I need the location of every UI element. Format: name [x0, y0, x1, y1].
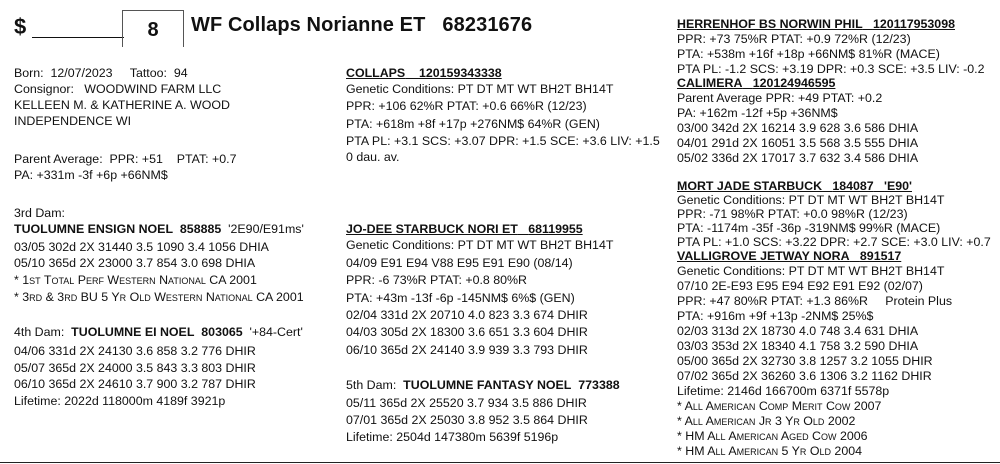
dam5-lifetime: Lifetime: 2504d 147380m 5639f 5196p — [346, 430, 559, 444]
dam5-name: TUOLUMNE FANTASY NOEL — [403, 378, 572, 392]
paternal-grandsire-title — [677, 17, 955, 33]
price-symbol: $ — [14, 14, 27, 39]
paternal-granddam-name: CALIMERA — [677, 76, 743, 90]
sire-name: COLLAPS — [346, 66, 406, 80]
maternal-grandsire-reg: 184087 — [832, 179, 874, 193]
dam-line: 02/04 331d 2X 20710 4.0 823 3.3 674 DHIR — [346, 308, 588, 322]
maternal-granddam-title — [677, 249, 901, 265]
dam3-honor: * 1st Total Perf Western National CA 2001 — [14, 273, 257, 287]
animal-name: WF Collaps Norianne ET — [191, 14, 426, 36]
dam5-record: 05/11 365d 2X 25520 3.7 934 3.5 886 DHIR — [346, 396, 587, 410]
animal-title — [191, 14, 532, 37]
paternal-granddam-reg: 120124946595 — [752, 76, 836, 90]
paternal-grandsire-line: PTA PL: -1.2 SCS: +3.19 DPR: +0.3 SCE: +3.5 LIV: -0.2 — [677, 62, 985, 76]
dam-line: 04/03 305d 2X 18300 3.6 651 3.3 604 DHIR — [346, 325, 588, 339]
paternal-grandsire-reg: 120117953098 — [872, 17, 955, 31]
paternal-granddam-line: 04/01 291d 2X 16051 3.5 568 3.5 555 DHIA — [677, 136, 919, 150]
maternal-granddam-record: 02/03 313d 2X 18730 4.0 748 3.4 631 DHIA — [677, 324, 919, 338]
maternal-granddam-name: VALLIGROVE JETWAY NORA — [677, 249, 850, 263]
dam5-record: 07/01 365d 2X 25030 3.8 952 3.5 864 DHIR — [346, 413, 588, 427]
maternal-granddam-record: 07/02 365d 2X 36260 3.6 1306 3.2 1162 DHIR — [677, 369, 932, 383]
location: INDEPENDENCE WI — [14, 114, 132, 128]
maternal-granddam-reg: 891517 — [859, 249, 902, 263]
animal-reg-number: 68231676 — [442, 14, 533, 36]
paternal-grandsire-line: PPR: +73 75%R PTAT: +0.9 72%R (12/23) — [677, 32, 911, 46]
paternal-granddam-line: PA: +162m -12f +5p +36NM$ — [677, 106, 838, 120]
dam5-title — [346, 378, 620, 394]
dam3-record: 03/05 302d 2X 31440 3.5 1090 3.4 1056 DHIA — [14, 240, 269, 254]
maternal-granddam-record: 05/00 365d 2X 32730 3.8 1257 3.2 1055 DHIR — [677, 354, 933, 368]
born-value: 12/07/2023 — [50, 66, 113, 80]
maternal-granddam-ppr: PPR: +47 80%R PTAT: +1.3 86%R — [677, 294, 868, 308]
sire-pta: PTA: +618m +8f +17p +276NM$ 64%R (GEN) — [346, 117, 600, 131]
dam3-honor: * 3rd & 3rd BU 5 Yr Old Western National CA 2001 — [14, 290, 304, 304]
dam-line: 06/10 365d 2X 24140 3.9 939 3.3 793 DHIR — [346, 343, 588, 357]
paternal-granddam-title — [677, 76, 835, 92]
maternal-granddam-line: 07/10 2E-E93 E95 E94 E92 E91 E92 (02/07) — [677, 279, 923, 293]
maternal-granddam-lifetime: Lifetime: 2146d 166700m 6371f 5578p — [677, 384, 890, 398]
paternal-granddam-line: Parent Average PPR: +49 PTAT: +0.2 — [677, 91, 883, 105]
sire-ppr: PPR: +106 62%R PTAT: +0.6 66%R (12/23) — [346, 99, 587, 113]
dam-title — [346, 222, 583, 238]
dam4-heading: 4th Dam: — [14, 325, 65, 339]
maternal-grandsire-name: MORT JADE STARBUCK — [677, 179, 823, 193]
dam4-record: 05/07 365d 2X 24000 3.5 843 3.3 803 DHIR — [14, 361, 256, 375]
maternal-granddam-record: 03/03 353d 2X 18340 4.1 758 3.2 590 DHIA — [677, 339, 919, 353]
consignor-line — [14, 82, 221, 98]
maternal-granddam-line: Genetic Conditions: PT DT MT WT BH2T BH14T — [677, 264, 945, 278]
price-blank-line — [32, 37, 124, 38]
born-line — [14, 66, 188, 82]
dam3-record: 05/10 365d 2X 23000 3.7 854 3.0 698 DHIA — [14, 256, 256, 270]
dam5-reg: 773388 — [578, 378, 620, 392]
maternal-granddam-ppr-line — [677, 294, 952, 310]
dam4-score: '+84-Cert' — [249, 325, 303, 339]
consignor-label: Consignor: — [14, 82, 74, 96]
dam-line: PPR: -6 73%R PTAT: +0.8 80%R — [346, 273, 527, 287]
maternal-grandsire-line: Genetic Conditions: PT DT MT WT BH2T BH14T — [677, 193, 945, 207]
sire-genetic-conditions: Genetic Conditions: PT DT MT WT BH2T BH14T — [346, 82, 614, 96]
consignor-value: WOODWIND FARM LLC — [84, 82, 222, 96]
maternal-granddam-honor: * All American Jr 3 Yr Old 2002 — [677, 414, 856, 428]
sire-reg: 120159343338 — [418, 66, 502, 80]
born-label: Born: — [14, 66, 44, 80]
maternal-granddam-honor: * HM All American Aged Cow 2006 — [677, 429, 868, 443]
tattoo-value: 94 — [173, 66, 188, 80]
parent-average-ppr: PPR: +51 — [109, 152, 163, 166]
dam5-heading: 5th Dam: — [346, 378, 397, 392]
maternal-grandsire-line: PTA PL: +1.0 SCS: +3.22 DPR: +2.7 SCE: +3.0 LIV: +0.7 — [677, 235, 991, 249]
sire-daughters: 0 dau. av. — [346, 150, 400, 164]
parent-average-ptat: PTAT: +0.7 — [176, 152, 237, 166]
parent-average-pa: PA: +331m -3f +6p +66NM$ — [14, 168, 168, 182]
paternal-granddam-line: 03/00 342d 2X 16214 3.9 628 3.6 586 DHIA — [677, 121, 919, 135]
paternal-granddam-line: 05/02 336d 2X 17017 3.7 632 3.4 586 DHIA — [677, 151, 919, 165]
maternal-grandsire-line: PPR: -71 98%R PTAT: +0.0 98%R (12/23) — [677, 207, 908, 221]
maternal-grandsire-line: PTA: -1174m -35f -36p -319NM$ 99%R (MACE) — [677, 221, 941, 235]
dam-line: 04/09 E91 E94 V88 E95 E91 E90 (08/14) — [346, 256, 573, 270]
maternal-grandsire-score: 'E90' — [884, 179, 912, 193]
maternal-granddam-record: PTA: +916m +9f +13p -2NM$ 25%$ — [677, 309, 874, 323]
parent-average-line — [14, 152, 237, 168]
dam3-score: '2E90/E91ms' — [228, 222, 304, 236]
dam-name: JO-DEE STARBUCK NORI ET — [346, 222, 518, 236]
paternal-grandsire-line: PTA: +538m +16f +18p +66NM$ 81%R (MACE) — [677, 47, 940, 61]
maternal-granddam-honor: * All American Comp Merit Cow 2007 — [677, 399, 882, 413]
sire-title — [346, 66, 502, 82]
maternal-granddam-protein-plus: Protein Plus — [885, 294, 953, 308]
owner-names: KELLEEN M. & KATHERINE A. WOOD — [14, 98, 230, 112]
dam4-lifetime: Lifetime: 2022d 118000m 4189f 3921p — [14, 394, 226, 408]
dam-line: PTA: +43m -13f -6p -145NM$ 6%$ (GEN) — [346, 291, 575, 305]
dam3-reg: 858885 — [179, 222, 222, 236]
tattoo-label: Tattoo: — [129, 66, 167, 80]
dam4-title — [14, 325, 303, 341]
dam-line: Genetic Conditions: PT DT MT WT BH2T BH14T — [346, 238, 614, 252]
dam4-reg: 803065 — [201, 325, 243, 339]
dam4-name: TUOLUMNE EI NOEL — [71, 325, 195, 339]
bottom-divider — [0, 462, 1000, 463]
dam3-title — [14, 222, 304, 238]
maternal-granddam-honor: * HM All American 5 Yr Old 2004 — [677, 444, 863, 458]
dam4-record: 04/06 331d 2X 24130 3.6 858 3.2 776 DHIR — [14, 344, 256, 358]
dam3-name: TUOLUMNE ENSIGN NOEL — [14, 222, 174, 236]
dam3-heading: 3rd Dam: — [14, 206, 65, 220]
lot-number: 8 — [147, 19, 159, 41]
sire-pta-pl: PTA PL: +3.1 SCS: +3.07 DPR: +1.5 SCE: +3.6 LIV: +1.5 — [346, 134, 660, 148]
dam4-record: 06/10 365d 2X 24610 3.7 900 3.2 787 DHIR — [14, 377, 256, 391]
parent-average-label: Parent Average: — [14, 152, 103, 166]
paternal-grandsire-name: HERRENHOF BS NORWIN PHIL — [677, 17, 863, 31]
dam-reg: 68119955 — [528, 222, 583, 236]
